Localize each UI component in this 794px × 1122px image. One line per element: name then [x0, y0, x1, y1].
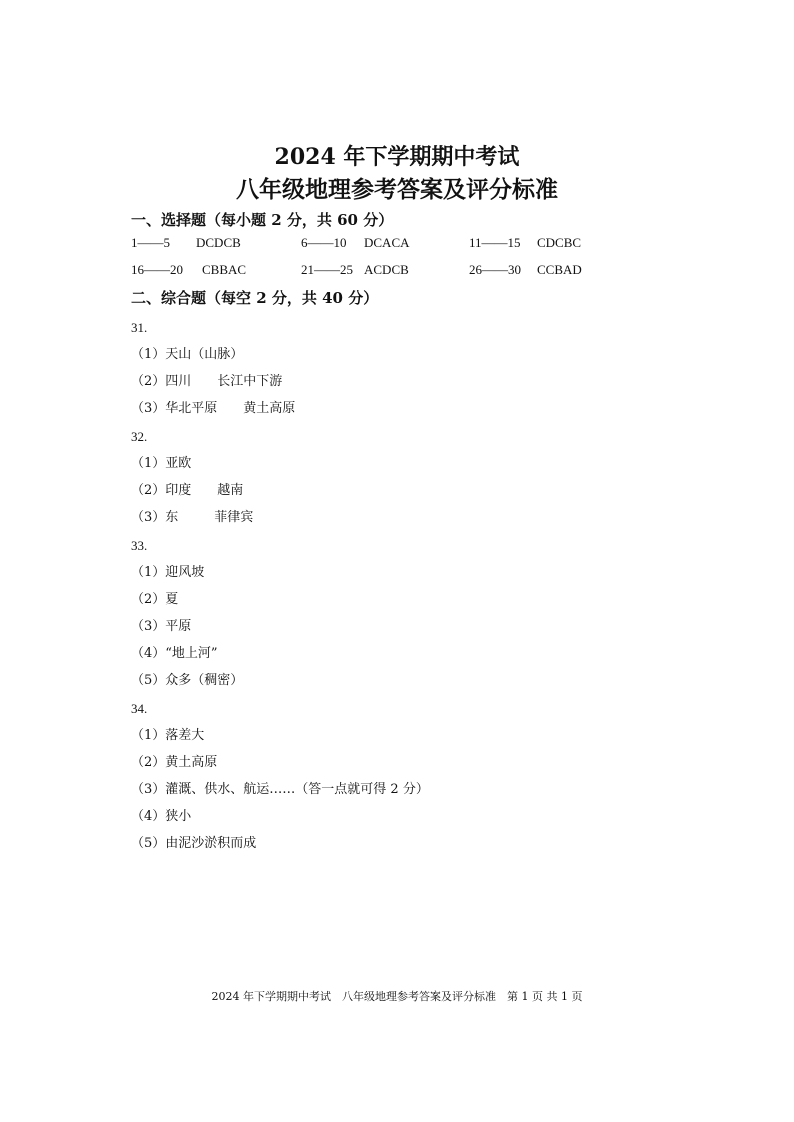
answer-text: 夏 [165, 592, 179, 607]
mc-answers: CCBAD [537, 262, 582, 277]
mc-answer-group [131, 235, 241, 251]
sub-question-label: （4） [131, 646, 166, 661]
answer-text: 菲律宾 [214, 510, 254, 525]
answer-text: 印度 [165, 483, 192, 498]
sub-question-label: （2） [131, 483, 166, 498]
answer-text: 东 [165, 510, 179, 525]
sub-question-label: （1） [131, 565, 166, 580]
question-range: 21——25 [301, 262, 353, 277]
sub-question-label: （1） [131, 456, 166, 471]
mc-answers: CBBAC [202, 262, 247, 277]
mc-answers: DCDCB [196, 235, 241, 250]
sub-question-label: （5） [131, 836, 166, 851]
answer-line [131, 565, 204, 581]
mc-answer-group [301, 262, 409, 278]
answer-text: 华北平原 [165, 401, 218, 416]
sub-question-label: （3） [131, 401, 166, 416]
mc-answer-group [469, 262, 582, 278]
answer-line [131, 809, 191, 825]
sub-question-label: （2） [131, 592, 166, 607]
sub-question-label: （1） [131, 347, 166, 362]
answer-line [131, 592, 178, 608]
answer-line [131, 836, 256, 852]
section-heading-multiple-choice: 一、选择题（每小题 2 分，共 60 分） [131, 211, 394, 229]
mc-answer-group [301, 235, 410, 251]
question-range: 6——10 [301, 235, 347, 250]
question-number-32: 32. [131, 429, 148, 444]
answer-text: 长江中下游 [217, 374, 283, 389]
question-number-33: 33. [131, 538, 148, 553]
answer-line [131, 673, 243, 689]
sub-question-label: （1） [131, 728, 166, 743]
question-range: 1——5 [131, 235, 170, 250]
page-footer: 2024 年下学期期中考试 八年级地理参考答案及评分标准 第 1 页 共 1 页 [211, 990, 583, 1003]
answer-key-title: 八年级地理参考答案及评分标准 [236, 176, 558, 203]
mc-answer-group [469, 235, 582, 251]
answer-text: 灌溉、供水、航运……（答一点就可得 2 分） [165, 782, 429, 797]
sub-question-label: （2） [131, 755, 166, 770]
exam-title: 2024 年下学期期中考试 [274, 144, 520, 170]
question-range: 16——20 [131, 262, 183, 277]
answer-line [131, 755, 217, 771]
mc-answers: CDCBC [537, 235, 582, 250]
answer-line [131, 728, 204, 744]
sub-question-label: （2） [131, 374, 166, 389]
answer-text: 落差大 [165, 728, 205, 743]
answer-line [131, 374, 282, 390]
mc-answer-group [131, 262, 247, 278]
mc-answers: DCACA [364, 235, 410, 250]
answer-text: 由泥沙淤积而成 [165, 836, 257, 851]
section-heading-comprehensive: 二、综合题（每空 2 分，共 40 分） [131, 289, 379, 307]
sub-question-label: （3） [131, 510, 166, 525]
question-range: 11——15 [469, 235, 521, 250]
answer-line [131, 619, 191, 635]
sub-question-label: （3） [131, 619, 166, 634]
answer-line [131, 646, 218, 662]
answer-text: 四川 [165, 374, 192, 389]
question-number-34: 34. [131, 701, 148, 716]
answer-text: 众多（稠密） [165, 673, 244, 688]
answer-text: 天山（山脉） [165, 347, 244, 362]
answer-text: 平原 [165, 619, 192, 634]
sub-question-label: （3） [131, 782, 166, 797]
answer-line [131, 510, 253, 526]
answer-text: “地上河” [165, 646, 218, 661]
answer-text: 越南 [217, 483, 244, 498]
answer-line [131, 347, 243, 363]
answer-line [131, 401, 295, 417]
mc-answer-row [131, 262, 651, 278]
question-range: 26——30 [469, 262, 521, 277]
mc-answer-row [131, 235, 651, 251]
answer-line [131, 483, 243, 499]
mc-answers: ACDCB [364, 262, 409, 277]
answer-line [131, 782, 429, 798]
answer-text: 亚欧 [165, 456, 192, 471]
answer-line [131, 456, 191, 472]
answer-text: 黄土高原 [165, 755, 218, 770]
answer-text: 黄土高原 [243, 401, 296, 416]
sub-question-label: （5） [131, 673, 166, 688]
question-number-31: 31. [131, 320, 148, 335]
answer-text: 迎风坡 [165, 565, 205, 580]
sub-question-label: （4） [131, 809, 166, 824]
answer-text: 狭小 [165, 809, 192, 824]
